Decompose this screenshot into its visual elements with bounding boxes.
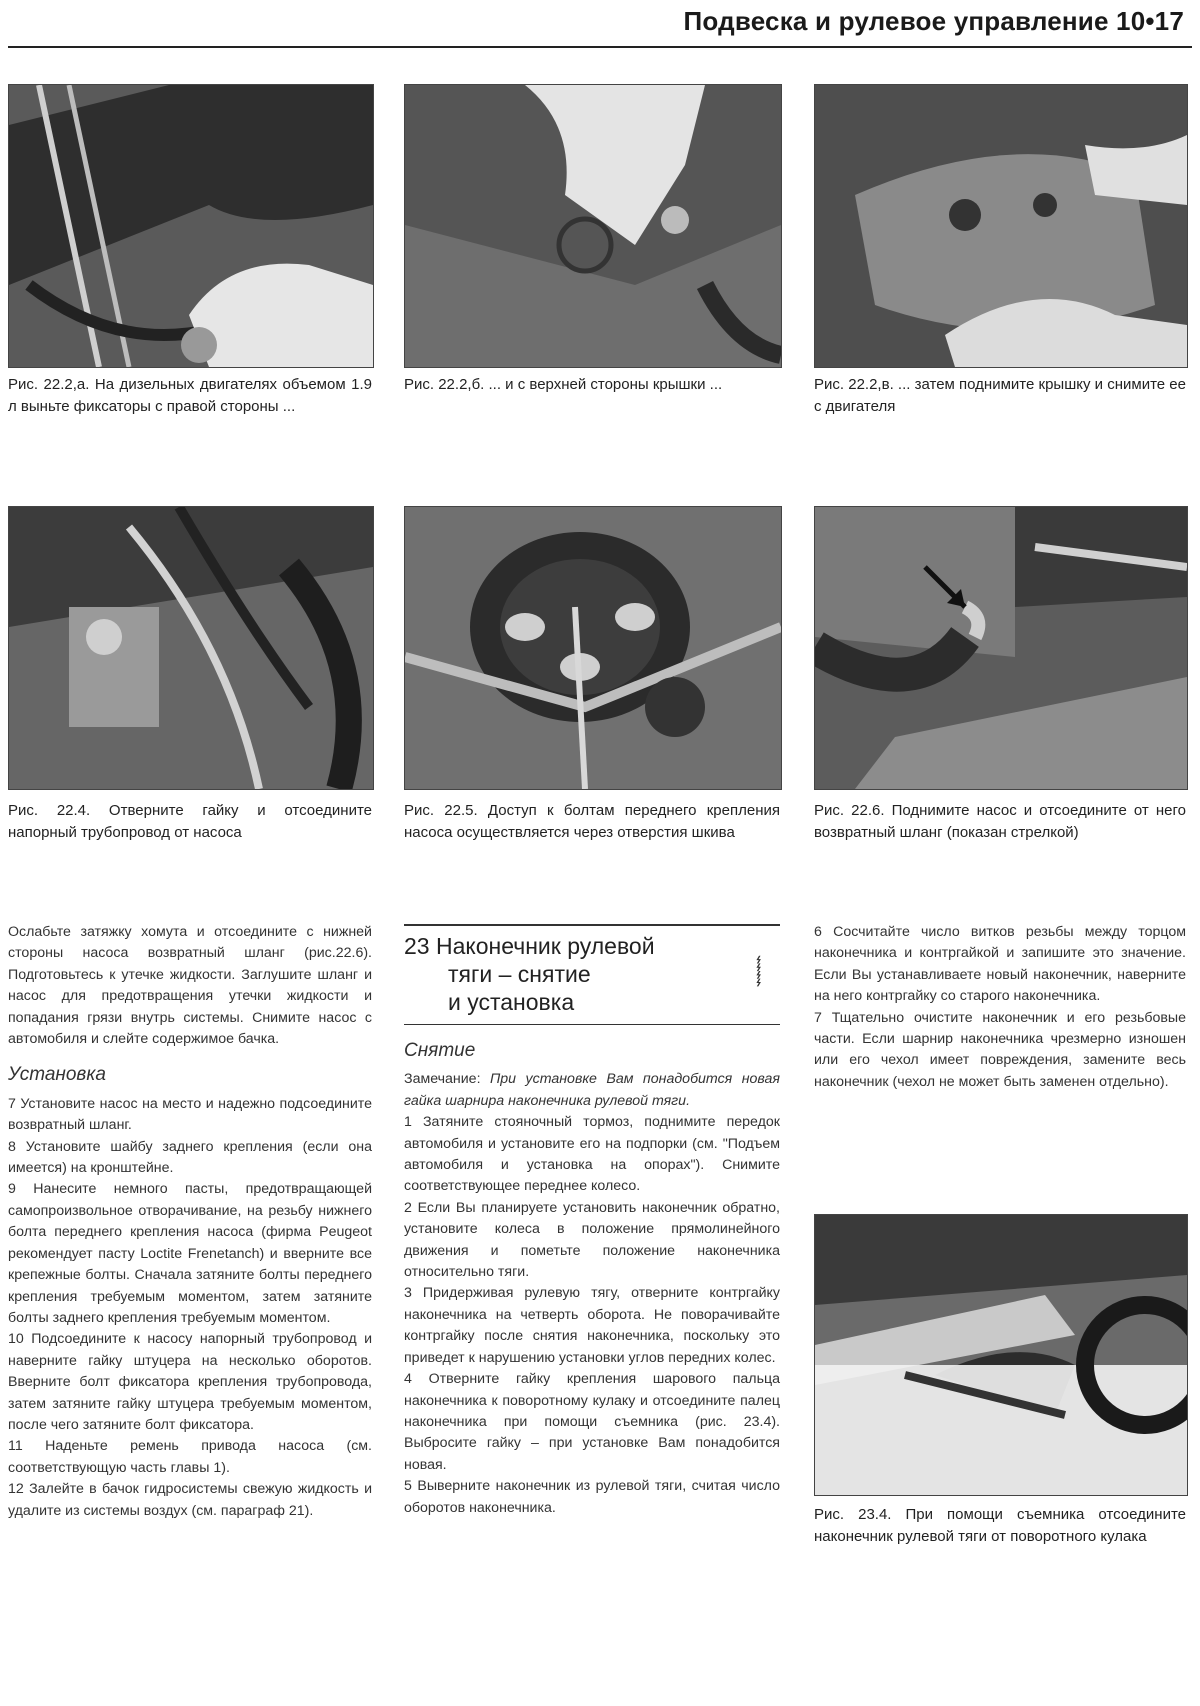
section-number: 23 [404,933,430,959]
list-item: 3 Придерживая рулевую тягу, отверните контргайку наконечника на четверть оборота. Не поворачивайте контргайку после снятия наконечника, поскольку это приведет к нарушению установки углов передних колес. [404,1285,780,1366]
page-header-title: Подвеска и рулевое управление 10•17 [683,6,1184,36]
list-item: 8 Установите шайбу заднего крепления (если она имеется) на кронштейне. [8,1138,372,1177]
photo-fig-22-2a [8,84,374,368]
section-title-line: тяги – снятие [448,961,591,987]
note-label: Замечание: [404,1071,481,1088]
text-column-3 [814,922,1186,1093]
list-item: 7 Тщательно очистите наконечник и его резьбовые части. Если шарнир наконечника чрезмерно изношен или его чехол имеет повреждения, замените весь наконечник (чехол не может быть заменен отдельно). [814,1009,1186,1090]
photo-fig-22-4 [8,506,374,790]
section-header [404,932,780,1022]
list-item: 9 Нанесите немного пасты, предотвращающей самопроизвольное отворачивание, на резьбу нижнего болта переднего крепления насоса (фирма Peugeot рекомендует пасту Loctite Frenetanch) и вверните все крепежные болты. Сначала затяните болты переднего крепления требуемым моментом, затем затяните болты заднего крепления требуемым моментом. [8,1181,372,1326]
figure-caption: Рис. 23.4. При помощи съемника отсоедините наконечник рулевой тяги от поворотного кулака [814,1506,1186,1545]
figure-caption: Рис. 22.2,в. ... затем поднимите крышку и снимите ее с двигателя [814,376,1186,415]
section-title [404,932,655,960]
figure-caption: Рис. 22.2,а. На дизельных двигателях объемом 1.9 л выньте фиксаторы с правой стороны ... [8,376,372,415]
subsection-heading: Установка [8,1064,106,1086]
section-top-rule [404,924,780,926]
header-divider [8,46,1192,48]
figure-caption: Рис. 22.6. Поднимите насос и отсоедините от него возвратный шланг (показан стрелкой) [814,802,1186,841]
list-item: 2 Если Вы планируете установить наконечник обратно, установите колеса в положение прямолинейного движения и пометьте положение наконечника относительно тяги. [404,1199,780,1281]
list-item: 1 Затяните стояночный тормоз, поднимите передок автомобиля и установите его на подпорки (см. "Подъем автомобиля и установка на опорах"). Снимите соответствующее переднее колесо. [404,1114,780,1195]
list-item: 5 Выверните наконечник из рулевой тяги, считая число оборотов наконечника. [404,1478,780,1516]
list-item: 4 Отверните гайку крепления шарового пальца наконечника к поворотному кулаку и отсоедините палец наконечника при помощи съемника (рис. 23.4). Выбросите гайку – при установке Вам понадобится новая. [404,1371,780,1473]
list-item: 10 Подсоедините к насосу напорный трубопровод и наверните гайку штуцера на несколько оборотов. Вверните болт фиксатора крепления трубопровода, затем затяните гайку штуцера требуемым моментом, после чего затяните болт фиксатора. [8,1331,372,1433]
list-item: 12 Залейте в бачок гидросистемы свежую жидкость и удалите из системы воздух (см. параграф 21). [8,1481,372,1519]
paragraph: Ослабьте затяжку хомута и отсоедините с нижней стороны насоса возвратный шланг (рис.22.6). Подготовьтесь к утечке жидкости. Заглушите шланг и насос для предотвращения утечки жидкости и попадания грязи внутрь системы. Снимите насос с автомобиля и слейте содержимое бачка. [8,924,372,1048]
figure-caption: Рис. 22.4. Отверните гайку и отсоедините напорный трубопровод от насоса [8,802,372,841]
list-item: 6 Сосчитайте число витков резьбы между торцом наконечника и контргайкой и запишите это значение. Если Вы устанавливаете новый наконечник, наверните на него контргайку со старого наконечника. [814,924,1186,1005]
list-item: 7 Установите насос на место и надежно подсоедините возвратный шланг. [8,1095,372,1134]
list-item: 11 Наденьте ремень привода насоса (см. соответствующую часть главы 1). [8,1438,372,1476]
photo-fig-22-6 [814,506,1188,790]
photo-fig-22-5 [404,506,782,790]
section-bottom-rule [404,1024,780,1025]
subsection-heading: Снятие [404,1040,476,1061]
photo-fig-23-4 [814,1214,1188,1496]
section-title-line: и установка [448,989,575,1015]
figure-caption: Рис. 22.2,б. ... и с верхней стороны крышки ... [404,376,723,393]
photo-fig-22-2b [404,84,782,368]
figure-caption: Рис. 22.5. Доступ к болтам переднего крепления насоса осуществляется через отверстия шкива [404,802,780,841]
note-text: При установке Вам понадобится новая гайка шарнира наконечника рулевой тяги. [404,1071,780,1109]
text-column-1 [8,922,372,1522]
difficulty-wrench-icon: ⌁⌁⌁⌁ [750,956,768,988]
note [404,1069,780,1112]
text-column-2 [404,1040,780,1519]
section-title-line: Наконечник рулевой [435,933,655,959]
photo-fig-22-2c [814,84,1188,368]
